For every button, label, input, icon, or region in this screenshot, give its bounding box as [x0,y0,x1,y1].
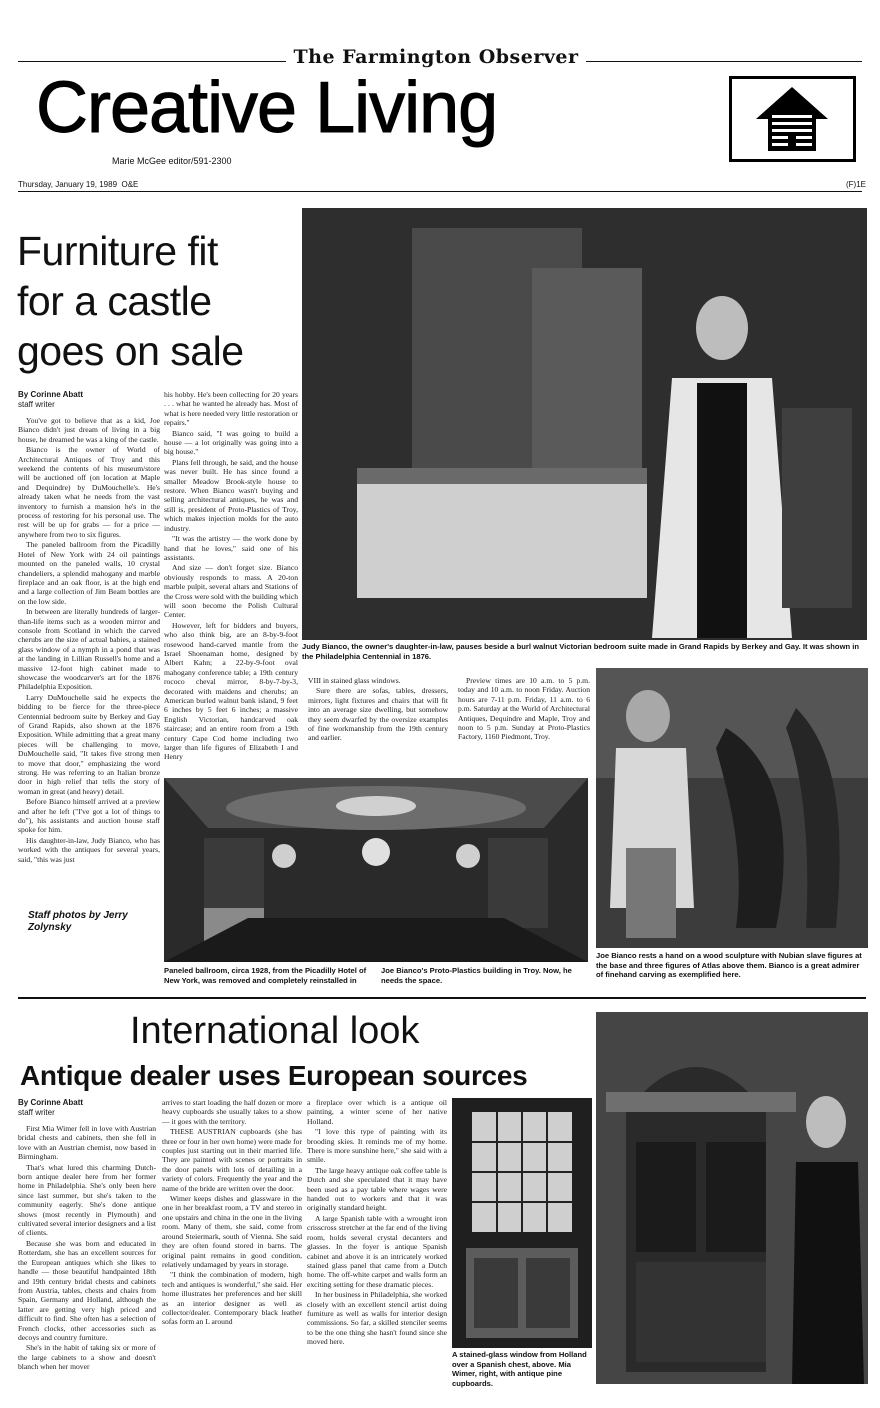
paragraph: A large Spanish table with a wrought iron crisscross stretcher at the far end of the living room, holds several crystal decanters and glasses. In the foyer is antique Spanish cabinet and above it is an intricately worked stained glass panel that came from a Dutch home. The off-white carpet and walls form an exciting setting for these dramatic pieces. [307,1213,447,1289]
paragraph: That's what lured this charming Dutch-born antique dealer here from her former home in Philadelphia. She's only been here since last summer, but she's taken to the community eagerly. She's done antique shows (most recently in Plymouth) and cultivated several interior designers and a list of clients. [18,1162,156,1238]
joe-bianco-illustration [596,668,868,948]
edition-code: O&E [121,180,139,189]
story1-headline [17,226,307,376]
ballroom-photo [164,778,588,962]
paragraph: His daughter-in-law, Judy Bianco, who has worked with the antiques for several years, said, "this was just [18,835,160,864]
paragraph: The paneled ballroom from the Picadilly Hotel of New York with 24 oil paintings mounted on the paneled walls, 10 crystal chandeliers, a splendid mahogany and marble fireplace and an oak floor, is at the high end and a large collection of Jim Beam bottles are on the low side. [18,540,160,606]
byline-role: staff writer [18,1108,55,1117]
stained-glass-illustration [452,1098,592,1348]
paragraph: Because she was born and educated in Rotterdam, she has an excellent sources for the European antiques which she likes to handle — those beautiful handpainted 18th and 19th century bridal chests and cabinets from Austria, tables, chests and chairs from Spain, Germany and Holland, although the latter are getting very high priced and difficult to find. She often has a selection of French clocks, other accessories such as decoys and country furniture. [18,1238,156,1342]
house-logo-icon [732,79,853,159]
paragraph: Plans fell through, he said, and the house was never built. He has since found a smaller Meadow Brook-style house to restore. When Bianco wasn't buying and selling architectural antiques, he was and still is, president of Proto-Plastics of Troy, which makes injection molds for the auto industry. [164,457,298,533]
paragraph: Bianco is the owner of World of Architectural Antiques of Troy and this weekend the contents of his museum/store will be auctioned off (on location at Maple and Dequindre) by DuMouchelle's. He's already taken what he needs from the vast inventory to furnish a mansion he's in the process of restoring for his personal use. The rest will be up for grabs — for a price — anywhere from two to six figures. [18,445,160,539]
byline-name: By Corinne Abatt [18,1098,84,1107]
ballroom-illustration [164,778,588,962]
page-code: (F)1E [846,180,866,189]
story2-headline: Antique dealer uses European sources [20,1060,528,1091]
photo-credit-line: Zolynsky [28,922,72,933]
photo-credit-line: Staff photos by Jerry [28,910,128,921]
paragraph: You've got to believe that as a kid, Joe Bianco didn't just dream of living in a big house, he dreamed he was a king of the castle. [18,416,160,444]
paper-name: The Farmington Observer [286,46,586,68]
paragraph: "It was the artistry — the work done by hand that he loves," said one of his assistants. [164,534,298,562]
bedroom-suite-photo [302,208,867,640]
paragraph: First Mia Wimer fell in love with Austrian bridal chests and cabinets, then she fell in love with an Austrian chemist, now based in Birmingham. [18,1124,156,1162]
paragraph: The large heavy antique oak coffee table is Dutch and she speculated that it may have been used as a pay table where wages were handed out to workers and that it was originally standard height. [307,1165,447,1213]
story1-column-2 [164,390,298,763]
stained-glass-caption: A stained-glass window from Holland over a Spanish chest, above. Mia Wimer, right, with antique pine cupboards. [452,1350,587,1388]
byline-name: By Corinne Abatt [18,390,84,399]
paragraph: his hobby. He's been collecting for 20 years . . . what he wanted he already has. Most of what is here needed very little restoration or repairs." [164,390,298,428]
photo-credit [28,910,128,934]
bedroom-suite-illustration [302,208,867,640]
paragraph: In between are literally hundreds of larger-than-life items such as a wooden mirror and console from Scotland in which the carved cherubs are the size of actual babies, a stained glass window of a nymph in a pond that was at the landing in Lillian Russell's home and a massive 12-foot high cabinet made to showcase the woodcarver's art for the 1876 Philadelphia Exposition. [18,607,160,692]
section-divider [18,997,866,999]
story1-byline [18,390,160,410]
issue-date: Thursday, January 19, 1989 [18,180,118,189]
paragraph: Before Bianco himself arrived at a preview and after he left ("I've got a lot of things to do"), his assistants and auction house staff spoke for him. [18,797,160,835]
editor-line: Marie McGee editor/591-2300 [112,156,232,166]
story2-column-1 [18,1098,156,1373]
house-logo [729,76,856,162]
paragraph: VIII in stained glass windows. [308,676,401,685]
story2-kicker: International look [130,1010,420,1052]
joe-bianco-photo [596,668,868,948]
dateline [18,180,866,189]
mia-wimer-illustration [596,1012,868,1384]
paragraph: In her business in Philadelphia, she worked closely with an excellent stencil artist doing furniture as well as walls for interior design commissions. So far, a skilled stenciler seems to be the one thing she hasn't found since she moved here. [307,1290,447,1347]
paragraph: Larry DuMouchelle said he expects the bidding to be fierce for the three-piece Centennial bedroom suite by Berkey and Gay of Grand Rapids, also shown at the 1876 Exposition. While admitting that a great many pieces will be challenging to move, DuMouchelle said, "It takes five strong men to move that door," emphasizing the word strong. He was referring to an Italian bronze door in high relief that tells the story of woman in great (and heavy) detail. [18,692,160,796]
paragraph: And size — don't forget size. Bianco obviously responds to mass. A 20-ton marble pulpit, several altars and Stations of the Cross were sold with the building which will soon become the Polish Cultural Center. [164,563,298,620]
paragraph: "I think the combination of modern, high tech and antiques is wonderful," she said. Her home illustrates her preferences and her skill as an interior designer as well as collector/dealer. Contemporary black leather sofas form an L around [162,1270,302,1327]
story1-headline-line: goes on sale [17,328,244,374]
story1-column-1 [18,390,160,865]
ballroom-caption [164,966,588,985]
dateline-rule [18,191,862,192]
paragraph: arrives to start loading the half dozen or more heavy cupboards she usually takes to a show — it goes with the territory. [162,1098,302,1126]
paragraph: However, left for bidders and buyers, who also think big, are an 8-by-9-foot rosewood hand-carved mantle from the Israel Shoenaman home, designed by Albert Kahn; a 22-by-9-foot oval mahogany conference table; a 19th century rococo cheval mirror, 8-by-7-by-3, decorated with maidens and cherubs; an American burled walnut bank island, 9 feet 6 inches by 5 feet 6 inches; a massive English Victorian, handcarved oak staircase; and an entire room from a 19th century Cape Cod home including two larger than life figures of Elizabeth I and Henry [164,620,298,762]
section-title: Creative Living [36,68,498,148]
paragraph: Bianco said, "I was going to build a house — a lot originally was going into a big house." [164,428,298,457]
byline-role: staff writer [18,400,55,409]
paragraph: She's in the habit of taking six or more of the large cabinets to a show and doesn't blanch when her mover [18,1343,156,1372]
paragraph: Preview times are 10 a.m. to 5 p.m. today and 10 a.m. to noon Friday. Auction hours are 7-11 p.m. Friday, 11 a.m. to 6 p.m. Saturday at the World of Architectural Antiques, Dequindre and Maple, Troy and noon to 5 p.m. Sunday at Proto-Plastics Factory, 1160 Piedmont, Troy. [458,676,590,742]
paragraph: "I love this type of painting with its brooding skies. It reminds me of my home. There is more sunshine here," she said with a smile. [307,1127,447,1165]
mia-wimer-photo [596,1012,868,1384]
story2-column-2 [162,1098,302,1328]
stained-glass-photo [452,1098,592,1348]
story2-byline [18,1098,156,1118]
ballroom-caption-text: Paneled ballroom, circa 1928, from the Picadilly Hotel of New York, was removed and completely reinstalled in Joe Bianco's Proto-Plastics building in Troy. Now, he needs the space. [164,966,572,985]
bedroom-caption: Judy Bianco, the owner's daughter-in-law, pauses beside a burl walnut Victorian bedroom suite made in Grand Rapids by Berkey and Gay. It was shown in the Philadelphia Centennial in 1876. [302,642,859,661]
paragraph: Wimer keeps dishes and glassware in the one in her breakfast room, a TV and stereo in one upstairs and china in the one in the living room. Many of them, she said, come from around Steiermark, south of Vienna. She said they are often found stored in barns. The original paint remains in good condition, relatively undamaged by years in storage. [162,1194,302,1269]
story1-headline-line: for a castle [17,278,212,324]
story1-headline-line: Furniture fit [17,228,218,274]
joe-bianco-caption: Joe Bianco rests a hand on a wood sculpture with Nubian slave figures at the base and three figures of Atlas above them. Bianco is a great admirer of finehand carving as exemplified here. [596,951,862,980]
story1-column-3 [308,676,448,744]
paragraph: THESE AUSTRIAN cupboards (she has three or four in her own home) were made for couples just starting out in their married life. They are painted with scenes or portraits in the door panels with lots of detailing in a variety of colors. Frequently the year and the name of the bride are written over the door. [162,1127,302,1193]
paragraph: a fireplace over which is a antique oil painting, a winter scene of her native Holland. [307,1098,447,1126]
story2-column-3 [307,1098,447,1348]
paragraph: Sure there are sofas, tables, dressers, mirrors, light fixtures and chairs that will fit into an average size dwelling, but somehow they seem dwarfed by the oversize examples of fine workmanship from the 19th century and earlier. [308,686,448,743]
story1-column-4 [458,676,590,743]
